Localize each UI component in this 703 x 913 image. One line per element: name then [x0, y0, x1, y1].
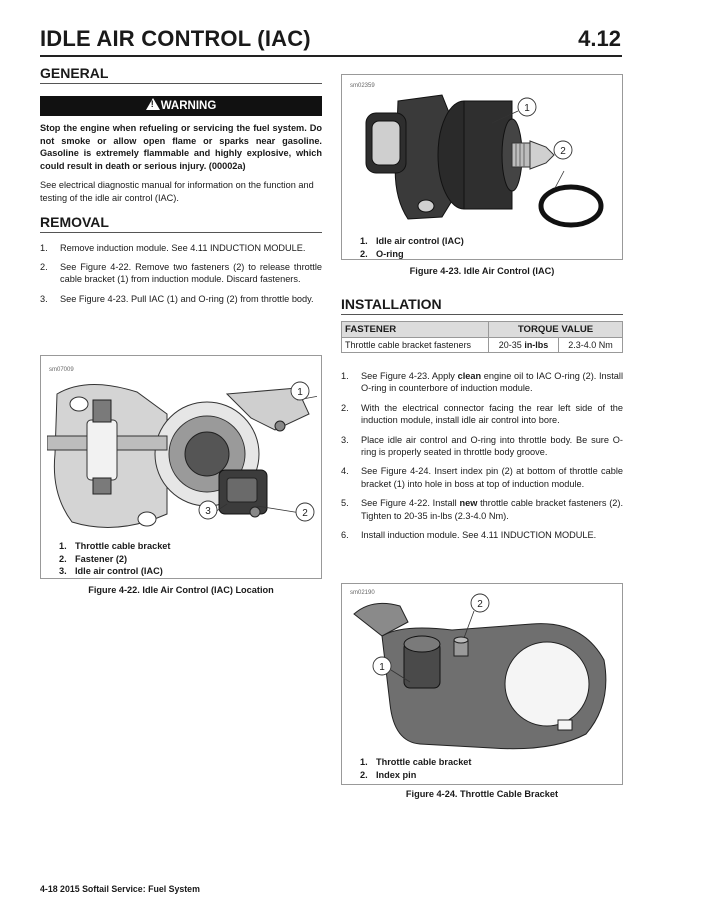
cell-torque-inlbs: 20-35 in-lbs — [489, 338, 559, 353]
list-item: 5. See Figure 4-22. Install new throttle cable bracket fasteners (2). Tighten to 20-35 in-lbs (2.3-4.0 Nm). — [341, 498, 624, 521]
figure-4-23-caption: Figure 4-23. Idle Air Control (IAC) — [409, 266, 555, 276]
warning-banner — [40, 96, 322, 116]
callout-2 — [296, 503, 314, 521]
installation-heading: INSTALLATION — [341, 296, 442, 312]
figure-4-24 — [341, 583, 623, 785]
column-header-fastener: FASTENER — [342, 322, 489, 338]
legend-item: 1. Throttle cable bracket — [360, 757, 472, 767]
svg-text:1: 1 — [524, 103, 530, 114]
svg-text:3: 3 — [205, 506, 211, 517]
callout-2 — [471, 594, 489, 612]
list-item: 2. With the electrical connector facing the rear left side of the induction module, install idle air control into bore. — [341, 402, 623, 426]
callout-1 — [518, 98, 536, 116]
list-item: 1. Remove induction module. See 4.11 INDUCTION MODULE. — [40, 242, 306, 253]
general-heading: GENERAL — [40, 65, 109, 81]
installation-heading-rule — [341, 314, 623, 315]
callout-1 — [291, 382, 309, 400]
column-header-torque: TORQUE VALUE — [489, 322, 623, 338]
cell-torque-nm: 2.3-4.0 Nm — [559, 338, 623, 353]
general-note: See electrical diagnostic manual for information on the function and testing of the idle air control (IAC). — [40, 180, 314, 203]
callout-1 — [373, 657, 391, 675]
svg-text:1: 1 — [297, 387, 303, 398]
installation-section — [341, 296, 623, 548]
legend-item: 1. Idle air control (IAC) — [360, 236, 464, 246]
installation-steps — [341, 370, 623, 541]
figure-code: sm07009 — [49, 367, 74, 373]
figure-code: sm02190 — [350, 590, 375, 596]
warning-text: Stop the engine when refueling or servicing the fuel system. Do not smoke or allow open flame or sparks near gasoline. Gasoline is extremely flammable and highly explosive, which could result in death or serious injury. (00002a) — [40, 123, 322, 171]
list-item: 3. Place idle air control and O-ring into throttle body. Be sure O-ring is properly seated in throttle body groove. — [341, 434, 623, 458]
warning-triangle-icon — [146, 98, 160, 110]
general-heading-rule — [40, 83, 322, 84]
callout-2 — [554, 141, 572, 159]
svg-text:1: 1 — [379, 662, 385, 673]
torque-table — [341, 321, 623, 353]
list-item: 2. See Figure 4-22. Remove two fasteners (2) to release throttle cable bracket (1) from induction module. Discard fasteners. — [40, 261, 322, 285]
figure-4-23 — [341, 74, 623, 260]
svg-text:2: 2 — [302, 508, 308, 519]
legend-item: 1. Throttle cable bracket — [59, 541, 171, 551]
legend-item: 2. Fastener (2) — [59, 553, 128, 564]
list-item: 3. See Figure 4-23. Pull IAC (1) and O-ring (2) from throttle body. — [40, 293, 314, 304]
warning-label: WARNING — [160, 100, 217, 112]
section-number: 4.12 — [578, 26, 621, 51]
legend-item: 2. Index pin — [360, 769, 417, 780]
page-title: IDLE AIR CONTROL (IAC) — [40, 26, 311, 51]
list-item: 4. See Figure 4-24. Insert index pin (2) at bottom of throttle cable bracket (1) into hole in boss at top of induction module. — [341, 466, 623, 489]
torque-table-header — [342, 322, 623, 338]
figure-4-22-caption: Figure 4-22. Idle Air Control (IAC) Location — [88, 585, 274, 595]
figure-4-23-callouts — [342, 75, 624, 261]
removal-heading: REMOVAL — [40, 213, 109, 230]
table-row — [342, 338, 623, 353]
figure-4-24-caption: Figure 4-24. Throttle Cable Bracket — [405, 789, 559, 799]
legend-item: 2. O-ring — [360, 248, 404, 259]
title-divider — [40, 55, 622, 57]
list-item: 1. See Figure 4-23. Apply clean engine oil to IAC O-ring (2). Install O-ring in counterbore of induction module. — [341, 371, 623, 394]
list-item: 6. Install induction module. See 4.11 INDUCTION MODULE. — [341, 530, 597, 541]
removal-steps — [40, 242, 322, 306]
cell-fastener: Throttle cable bracket fasteners — [342, 338, 489, 353]
figure-4-22 — [40, 355, 322, 579]
general-section — [40, 65, 322, 312]
svg-text:2: 2 — [560, 146, 566, 157]
removal-heading-rule — [40, 232, 322, 233]
figure-4-23-legend — [360, 235, 464, 260]
callout-3 — [199, 501, 217, 519]
figure-4-22-legend — [59, 540, 170, 578]
svg-text:2: 2 — [477, 599, 483, 610]
legend-item: 3. Idle air control (IAC) — [59, 566, 163, 576]
figure-4-24-legend — [360, 756, 471, 781]
figure-code: sm02359 — [350, 83, 375, 89]
page-footer: 4-18 2015 Softail Service: Fuel System — [40, 884, 200, 894]
